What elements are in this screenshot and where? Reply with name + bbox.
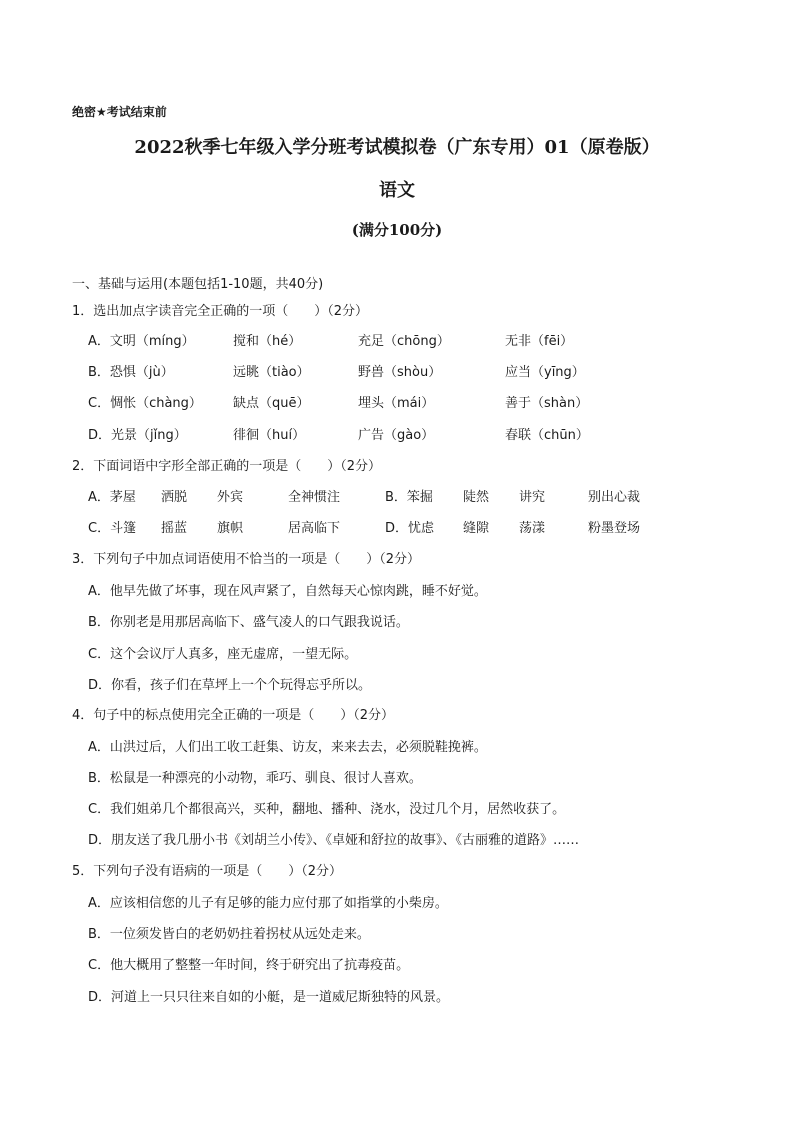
q5-option-c: C．他大概用了整整一年时间，终于研究出了抗毒疫苗。 — [88, 958, 410, 973]
confidential-label: 绝密★考试结束前 — [72, 105, 167, 119]
q5-option-a: A．应该相信您的儿子有足够的能力应付那了如指掌的小柴房。 — [88, 896, 448, 911]
q4-option-c: C．我们姐弟几个都很高兴，买种，翻地、播种、浇水，没过几个月，居然收获了。 — [88, 802, 566, 817]
q1-row-c-item-3: 埋头（mái） — [358, 396, 435, 411]
q4-option-a: A．山洪过后，人们出工收工赶集、访友，来来去去，必须脱鞋挽裤。 — [88, 740, 487, 755]
q5-option-d: D．河道上一只只往来自如的小艇，是一道威尼斯独特的风景。 — [88, 990, 450, 1005]
q3-option-c: C．这个会议厅人真多，座无虚席，一望无际。 — [88, 647, 358, 662]
q1-row-d-item-4: 春联（chūn） — [505, 428, 589, 443]
q1-row-c-item-4: 善于（shàn） — [505, 396, 589, 411]
q2-row-1-word-8: 别出心裁 — [588, 490, 641, 505]
q1-row-a-item-1: A．文明（míng） — [88, 334, 195, 349]
q1-row-d-item-2: 徘徊（huí） — [233, 428, 306, 443]
question-1-stem: 1．选出加点字读音完全正确的一项（ ）（2分） — [72, 304, 369, 319]
q2-row-2-word-2: 摇蓝 — [161, 521, 188, 536]
q2-row-1-word-6: 陡然 — [463, 490, 490, 505]
q1-row-c-item-2: 缺点（quē） — [233, 396, 310, 411]
q1-row-b-item-1: B．恐惧（jù） — [88, 365, 174, 380]
q2-row-1-word-7: 讲究 — [519, 490, 546, 505]
q1-row-d-item-1: D．光景（jǐng） — [88, 428, 187, 443]
question-3-stem: 3．下列句子中加点词语使用不恰当的一项是（ ）（2分） — [72, 552, 421, 567]
q1-row-b-item-4: 应当（yīng） — [505, 365, 585, 380]
q1-row-a-item-4: 无非（fēi） — [505, 334, 574, 349]
q5-option-b: B．一位须发皆白的老奶奶拄着拐杖从远处走来。 — [88, 927, 370, 942]
q1-row-a-item-3: 充足（chōng） — [358, 334, 450, 349]
q2-row-2-word-6: 缝隙 — [463, 521, 490, 536]
q2-row-2-word-1: C．斗篷 — [88, 521, 137, 536]
q3-option-b: B．你别老是用那居高临下、盛气凌人的口气跟我说话。 — [88, 615, 409, 630]
q2-row-2-word-3: 旗帜 — [217, 521, 244, 536]
q2-row-1-word-1: A．茅屋 — [88, 490, 136, 505]
q2-row-1-word-5: B．笨掘 — [385, 490, 433, 505]
subject-title: 语文 — [379, 180, 415, 201]
section-heading: 一、基础与运用(本题包括1-10题，共40分) — [72, 277, 324, 292]
q1-row-d-item-3: 广告（gào） — [358, 428, 435, 443]
q2-row-1-word-4: 全神惯注 — [288, 490, 341, 505]
q2-row-2-word-5: D．忧虑 — [385, 521, 435, 536]
q3-option-a: A．他早先做了坏事，现在风声紧了，自然每天心惊肉跳，睡不好觉。 — [88, 584, 487, 599]
q1-row-b-item-2: 远眺（tiào） — [233, 365, 310, 380]
q3-option-d: D．你看，孩子们在草坪上一个个玩得忘乎所以。 — [88, 678, 372, 693]
question-2-stem: 2．下面词语中字形全部正确的一项是（ ）（2分） — [72, 459, 382, 474]
q1-row-a-item-2: 搅和（hé） — [233, 334, 302, 349]
q2-row-2-word-4: 居高临下 — [288, 521, 341, 536]
q2-row-2-word-7: 荡漾 — [519, 521, 546, 536]
exam-title: 2022秋季七年级入学分班考试模拟卷（广东专用）01（原卷版） — [134, 137, 660, 158]
q4-option-b: B．松鼠是一种漂亮的小动物，乖巧、驯良、很讨人喜欢。 — [88, 771, 422, 786]
q4-option-d: D．朋友送了我几册小书《刘胡兰小传》、《卓娅和舒拉的故事》、《古丽雅的道路》…… — [88, 833, 580, 848]
q2-row-1-word-2: 洒脱 — [161, 490, 188, 505]
q2-row-1-word-3: 外宾 — [217, 490, 244, 505]
q1-row-b-item-3: 野兽（shòu） — [358, 365, 442, 380]
question-4-stem: 4．句子中的标点使用完全正确的一项是（ ）（2分） — [72, 708, 395, 723]
q2-row-2-word-8: 粉墨登场 — [588, 521, 641, 536]
q1-row-c-item-1: C．惆怅（chàng） — [88, 396, 202, 411]
full-score-label: (满分100分) — [351, 221, 443, 239]
question-5-stem: 5．下列句子没有语病的一项是（ ）（2分） — [72, 864, 343, 879]
